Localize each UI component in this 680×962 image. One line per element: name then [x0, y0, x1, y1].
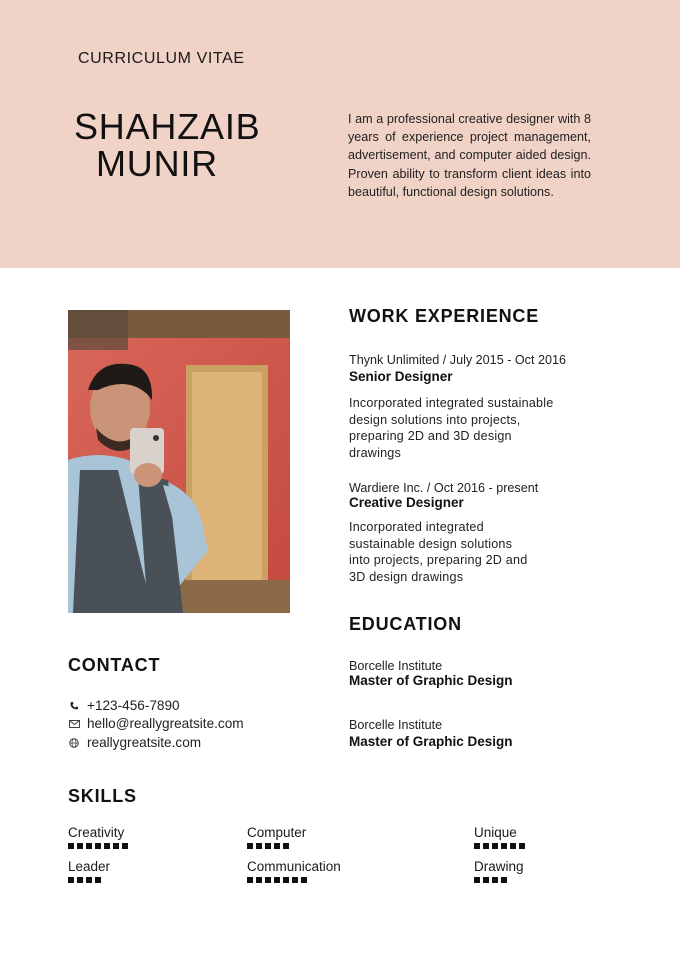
skill-level-square [274, 843, 280, 849]
skill-level-square [247, 877, 253, 883]
contact-email-row [68, 716, 244, 731]
person-name [74, 108, 260, 182]
skill-level-square [265, 843, 271, 849]
skill-level-bar [247, 877, 341, 883]
education-1-school: Borcelle Institute [349, 659, 443, 673]
mail-icon [68, 718, 80, 730]
skill-level-bar [68, 877, 110, 883]
skill-level-square [292, 877, 298, 883]
skill-level-bar [247, 843, 306, 849]
skill-level-square [301, 877, 307, 883]
skill-communication [247, 859, 341, 883]
contact-phone[interactable]: +123-456-7890 [87, 698, 180, 713]
skill-level-square [274, 877, 280, 883]
skill-level-square [113, 843, 119, 849]
skill-name: Computer [247, 825, 307, 840]
desc-line: Incorporated integrated sustainable [349, 396, 554, 410]
globe-icon [68, 737, 80, 749]
skill-name: Communication [247, 859, 341, 874]
skill-level-square [77, 843, 83, 849]
skill-level-square [122, 843, 128, 849]
skill-level-square [68, 877, 74, 883]
skill-level-square [474, 843, 480, 849]
skill-computer [247, 825, 306, 849]
desc-line: sustainable design solutions [349, 536, 513, 551]
skill-level-square [492, 843, 498, 849]
education-2-school: Borcelle Institute [349, 718, 443, 732]
skill-level-bar [474, 877, 524, 883]
desc-line: 3D design drawings [349, 569, 464, 584]
job-1-description [349, 395, 553, 461]
education-1-degree: Master of Graphic Design [349, 673, 513, 688]
skill-level-square [501, 843, 507, 849]
skill-level-square [247, 843, 253, 849]
skill-level-square [519, 843, 525, 849]
contact-website-row [68, 735, 201, 750]
profile-photo [68, 310, 290, 613]
job-2-role: Creative Designer [349, 495, 464, 510]
contact-phone-row [68, 698, 180, 713]
education-2-degree: Master of Graphic Design [349, 734, 513, 749]
skill-level-square [283, 843, 289, 849]
phone-icon [68, 700, 80, 712]
skill-level-bar [474, 843, 525, 849]
skill-level-square [77, 877, 83, 883]
skill-level-square [492, 877, 498, 883]
job-2-description [349, 519, 527, 585]
skills-heading: SKILLS [68, 786, 137, 806]
skill-level-square [483, 843, 489, 849]
skill-level-square [256, 843, 262, 849]
skill-level-bar [68, 843, 128, 849]
skill-level-square [86, 843, 92, 849]
name-line-2: MUNIR [96, 143, 218, 184]
desc-line: design solutions into projects, [349, 412, 521, 427]
skill-level-square [256, 877, 262, 883]
document-label: CURRICULUM VITAE [78, 50, 245, 67]
skill-level-square [474, 877, 480, 883]
skill-level-square [68, 843, 74, 849]
skill-leader [68, 859, 110, 883]
skill-name: Leader [68, 859, 111, 874]
skill-level-square [265, 877, 271, 883]
contact-heading: CONTACT [68, 655, 161, 675]
skill-level-square [104, 843, 110, 849]
skill-level-square [95, 843, 101, 849]
skill-level-square [283, 877, 289, 883]
contact-email[interactable]: hello@reallygreatsite.com [87, 716, 244, 731]
skill-unique [474, 825, 525, 849]
job-1-company-date: Thynk Unlimited / July 2015 - Oct 2016 [349, 353, 566, 367]
skill-name: Unique [474, 825, 517, 840]
job-1-role: Senior Designer [349, 369, 453, 384]
skill-name: Drawing [474, 859, 524, 874]
work-experience-heading: WORK EXPERIENCE [349, 306, 540, 326]
desc-line: preparing 2D and 3D design [349, 429, 512, 443]
skill-level-square [483, 877, 489, 883]
job-2-company-date: Wardiere Inc. / Oct 2016 - present [349, 481, 539, 495]
profile-summary: I am a professional creative designer with 8 years of experience project management, advertisement, and computer aided design. Proven ability to transform client ideas into beautiful, functional design solutions. [348, 112, 591, 199]
contact-website[interactable]: reallygreatsite.com [87, 735, 202, 750]
name-line-1: SHAHZAIB [74, 106, 261, 147]
education-heading: EDUCATION [349, 614, 462, 634]
skill-name: Creativity [68, 825, 125, 840]
skill-level-square [86, 877, 92, 883]
desc-line: drawings [349, 445, 401, 460]
skill-creativity [68, 825, 128, 849]
skill-drawing [474, 859, 524, 883]
desc-line: Incorporated integrated [349, 520, 484, 534]
skill-level-square [501, 877, 507, 883]
skill-level-square [95, 877, 101, 883]
desc-line: into projects, preparing 2D and [349, 553, 528, 567]
skill-level-square [510, 843, 516, 849]
